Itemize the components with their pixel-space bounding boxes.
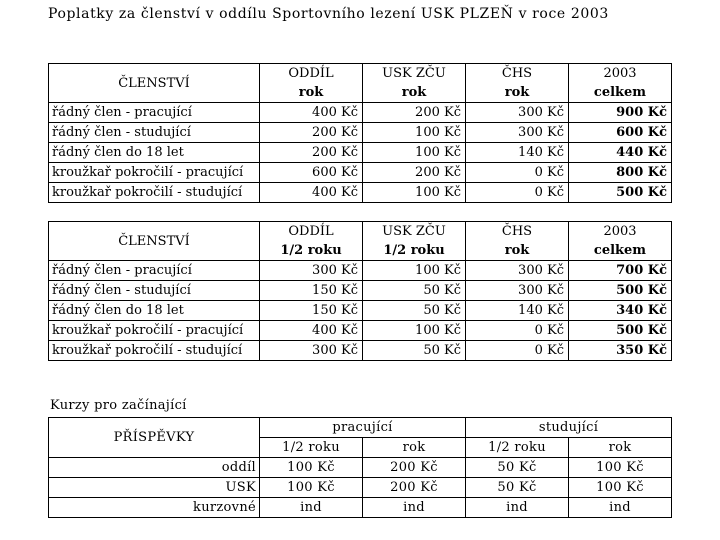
- table-row: [49, 163, 672, 183]
- table-row: [49, 301, 672, 321]
- cell-usk: 50 Kč: [363, 281, 466, 301]
- cell-club: 400 Kč: [260, 321, 363, 341]
- row-label: řádný člen do 18 let: [49, 301, 260, 321]
- col-header-total: 2003: [569, 64, 672, 84]
- cell-total: 350 Kč: [569, 341, 672, 361]
- subheader-working-halfyear: 1/2 roku: [260, 438, 363, 458]
- cell-chs: 0 Kč: [466, 163, 569, 183]
- group-header-working: pracující: [260, 418, 466, 438]
- cell-club: 300 Kč: [260, 341, 363, 361]
- col-subheader-usk: rok: [363, 83, 466, 103]
- row-label: řádný člen - pracující: [49, 103, 260, 123]
- cell-club: 200 Kč: [260, 143, 363, 163]
- cell-usk: 100 Kč: [363, 321, 466, 341]
- col-header-usk: USK ZČU: [363, 64, 466, 84]
- row-label: řádný člen - studující: [49, 123, 260, 143]
- cell-club: 300 Kč: [260, 261, 363, 281]
- table-row: [49, 261, 672, 281]
- row-label: řádný člen - pracující: [49, 261, 260, 281]
- cell-total: 340 Kč: [569, 301, 672, 321]
- member-header: ČLENSTVÍ: [118, 75, 190, 91]
- cell-total: 700 Kč: [569, 261, 672, 281]
- row-label: kroužkař pokročilí - pracující: [49, 163, 260, 183]
- col-subheader-chs: rok: [466, 83, 569, 103]
- cell-chs: 0 Kč: [466, 321, 569, 341]
- subheader-working-year: rok: [363, 438, 466, 458]
- cell-total: 900 Kč: [569, 103, 672, 123]
- cell-club: 150 Kč: [260, 281, 363, 301]
- table-row: [49, 123, 672, 143]
- table-row: [49, 143, 672, 163]
- col-subheader-club: rok: [260, 83, 363, 103]
- page-title: Poplatky za členství v oddílu Sportovního lezení USK PLZEŇ v roce 2003: [48, 6, 609, 22]
- cell-working-year: 200 Kč: [363, 458, 466, 478]
- cell-studying-halfyear: ind: [466, 498, 569, 518]
- courses-title: Kurzy pro začínající: [50, 398, 187, 413]
- col-header-usk: USK ZČU: [363, 222, 466, 242]
- cell-chs: 0 Kč: [466, 341, 569, 361]
- cell-usk: 100 Kč: [363, 143, 466, 163]
- courses-table: [48, 417, 672, 518]
- cell-club: 600 Kč: [260, 163, 363, 183]
- cell-usk: 100 Kč: [363, 261, 466, 281]
- cell-studying-year: ind: [569, 498, 672, 518]
- cell-total: 600 Kč: [569, 123, 672, 143]
- row-label: kroužkař pokročilí - pracující: [49, 321, 260, 341]
- table-row: [49, 103, 672, 123]
- cell-total: 440 Kč: [569, 143, 672, 163]
- cell-chs: 300 Kč: [466, 281, 569, 301]
- contributions-header: PŘÍSPĚVKY: [113, 430, 195, 445]
- cell-chs: 140 Kč: [466, 143, 569, 163]
- row-label: řádný člen do 18 let: [49, 143, 260, 163]
- cell-total: 500 Kč: [569, 321, 672, 341]
- cell-studying-halfyear: 50 Kč: [466, 478, 569, 498]
- cell-chs: 0 Kč: [466, 183, 569, 203]
- cell-working-halfyear: 100 Kč: [260, 458, 363, 478]
- col-subheader-total: celkem: [569, 241, 672, 261]
- col-header-club: ODDÍL: [260, 222, 363, 242]
- cell-studying-year: 100 Kč: [569, 458, 672, 478]
- table-row: [49, 281, 672, 301]
- cell-working-halfyear: 100 Kč: [260, 478, 363, 498]
- cell-usk: 100 Kč: [363, 123, 466, 143]
- cell-chs: 300 Kč: [466, 123, 569, 143]
- col-header-chs: ČHS: [466, 64, 569, 84]
- membership-year-table: [48, 63, 672, 203]
- cell-total: 500 Kč: [569, 183, 672, 203]
- member-header: ČLENSTVÍ: [118, 233, 190, 249]
- row-label: kroužkař pokročilí - studující: [49, 183, 260, 203]
- subheader-studying-halfyear: 1/2 roku: [466, 438, 569, 458]
- row-label: kurzovné: [49, 498, 260, 518]
- col-header-club: ODDÍL: [260, 64, 363, 84]
- col-header-total: 2003: [569, 222, 672, 242]
- table-row: [49, 478, 672, 498]
- cell-usk: 50 Kč: [363, 301, 466, 321]
- cell-studying-year: 100 Kč: [569, 478, 672, 498]
- table-row: [49, 458, 672, 478]
- cell-usk: 100 Kč: [363, 183, 466, 203]
- membership-halfyear-table: [48, 221, 672, 361]
- group-header-studying: studující: [466, 418, 672, 438]
- col-subheader-chs: rok: [466, 241, 569, 261]
- col-subheader-total: celkem: [569, 83, 672, 103]
- table-row: [49, 341, 672, 361]
- col-subheader-usk: 1/2 roku: [363, 241, 466, 261]
- row-label: USK: [49, 478, 260, 498]
- cell-usk: 200 Kč: [363, 103, 466, 123]
- cell-total: 800 Kč: [569, 163, 672, 183]
- cell-club: 400 Kč: [260, 103, 363, 123]
- table-row: [49, 498, 672, 518]
- row-label: kroužkař pokročilí - studující: [49, 341, 260, 361]
- cell-usk: 200 Kč: [363, 163, 466, 183]
- cell-chs: 300 Kč: [466, 261, 569, 281]
- cell-club: 200 Kč: [260, 123, 363, 143]
- cell-chs: 140 Kč: [466, 301, 569, 321]
- cell-working-year: 200 Kč: [363, 478, 466, 498]
- subheader-studying-year: rok: [569, 438, 672, 458]
- cell-total: 500 Kč: [569, 281, 672, 301]
- col-header-chs: ČHS: [466, 222, 569, 242]
- cell-studying-halfyear: 50 Kč: [466, 458, 569, 478]
- cell-club: 150 Kč: [260, 301, 363, 321]
- cell-club: 400 Kč: [260, 183, 363, 203]
- table-row: [49, 183, 672, 203]
- col-subheader-club: 1/2 roku: [260, 241, 363, 261]
- row-label: oddíl: [49, 458, 260, 478]
- table-row: [49, 321, 672, 341]
- cell-usk: 50 Kč: [363, 341, 466, 361]
- cell-working-halfyear: ind: [260, 498, 363, 518]
- cell-chs: 300 Kč: [466, 103, 569, 123]
- cell-working-year: ind: [363, 498, 466, 518]
- row-label: řádný člen - studující: [49, 281, 260, 301]
